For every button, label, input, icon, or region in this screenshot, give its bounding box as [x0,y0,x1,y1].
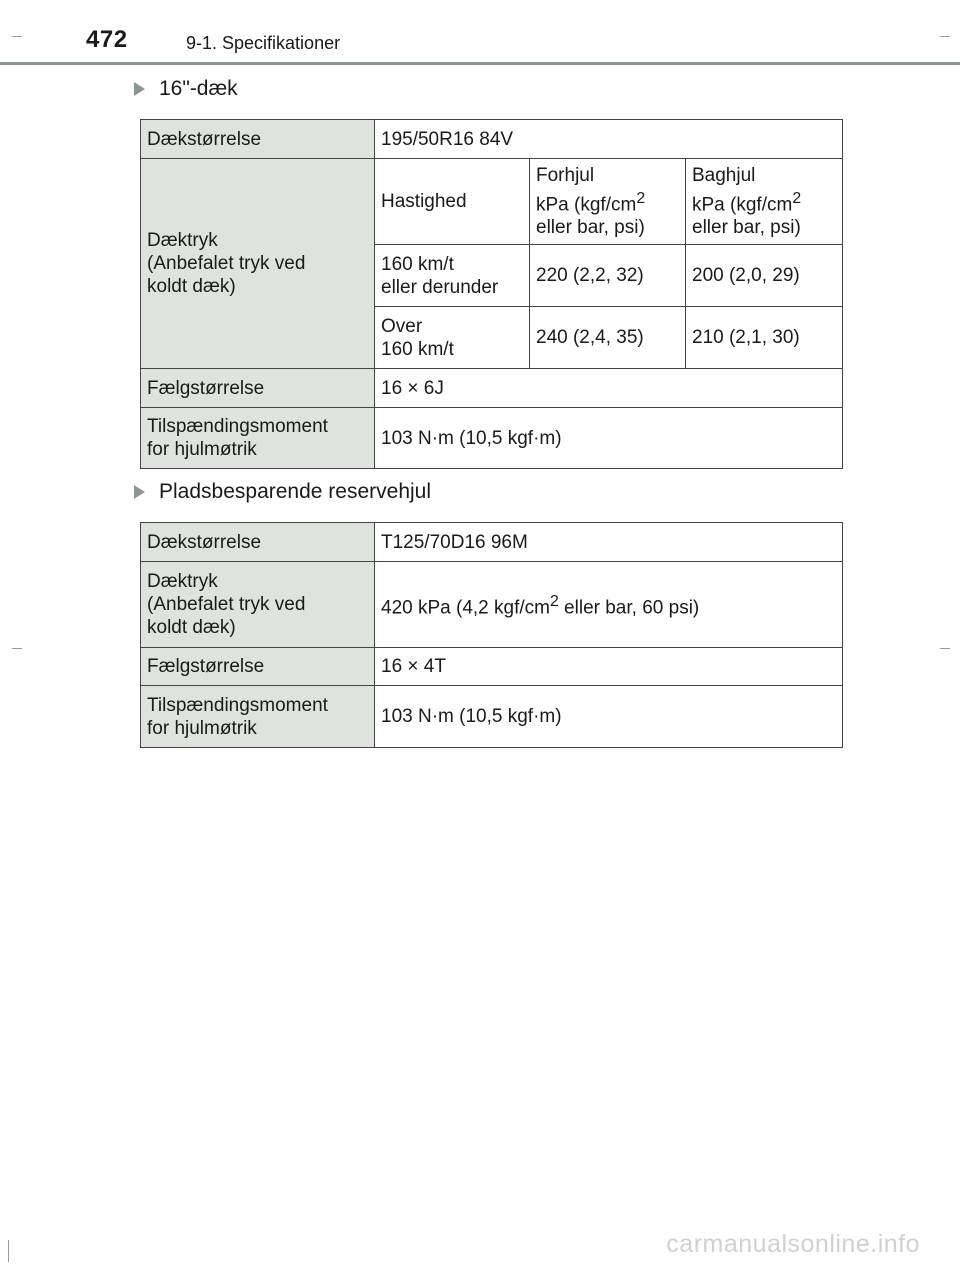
torque-label: Tilspændingsmoment for hjulmøtrik [141,408,375,469]
table-row [141,120,843,159]
crop-mark [8,1240,9,1262]
crop-mark [12,648,22,649]
rear-wheel-header: Baghjul kPa ($kgf/cm^2$ eller bar, psi) [686,159,843,245]
torque-value: 103 N·m (10,5 kgf·m) [375,408,843,469]
rear-pressure-cell: 210 (2,1, 30) [686,307,843,369]
crop-mark [940,648,950,649]
rear-pressure-cell: 200 (2,0, 29) [686,245,843,307]
torque-label: Tilspændingsmoment for hjulmøtrik [141,686,375,748]
crop-mark [940,36,950,37]
rim-size-value: 16 × 4T [375,648,843,686]
front-pressure-cell: 240 (2,4, 35) [530,307,686,369]
spec-table-spare-wheel [140,522,843,748]
speed-cell: Over 160 km/t [375,307,530,369]
table-row [141,562,843,648]
table-row [141,523,843,562]
table-row [141,648,843,686]
triangle-bullet-icon [134,82,145,96]
pressure-label: Dæktryk (Anbefalet tryk ved koldt dæk) [141,159,375,369]
speed-header: Hastighed [375,159,530,245]
tire-size-label: Dækstørrelse [141,120,375,159]
section-heading-spare-wheel [134,480,431,504]
header-rule [0,62,960,65]
section-heading-text: 16"-dæk [159,77,238,100]
crop-mark [12,36,22,37]
table-row [141,686,843,748]
section-heading-16-tire [134,77,238,101]
section-heading-text: Pladsbesparende reservehjul [159,480,432,503]
tire-size-value: 195/50R16 84V [375,120,843,159]
watermark: carmanualsonline.info [666,1230,920,1258]
spec-table-16-tire [140,119,843,469]
rim-size-label: Fælgstørrelse [141,648,375,686]
front-pressure-cell: 220 (2,2, 32) [530,245,686,307]
table-row [141,408,843,469]
table-row [141,159,843,245]
rim-size-value: 16 × 6J [375,369,843,408]
rim-size-label: Fælgstørrelse [141,369,375,408]
torque-value: 103 N·m (10,5 kgf·m) [375,686,843,748]
pressure-label: Dæktryk (Anbefalet tryk ved koldt dæk) [141,562,375,648]
table-row [141,369,843,408]
page-number: 472 [86,26,128,53]
tire-size-label: Dækstørrelse [141,523,375,562]
chapter-title: 9-1. Specifikationer [186,33,341,53]
pressure-value: 420 kPa (4,2 kgf/$cm^2$ eller bar, 60 psi) [375,562,843,648]
speed-cell: 160 km/t eller derunder [375,245,530,307]
tire-size-value: T125/70D16 96M [375,523,843,562]
front-wheel-header: Forhjul kPa ($kgf/cm^2$ eller bar, psi) [530,159,686,245]
triangle-bullet-icon [134,485,145,499]
